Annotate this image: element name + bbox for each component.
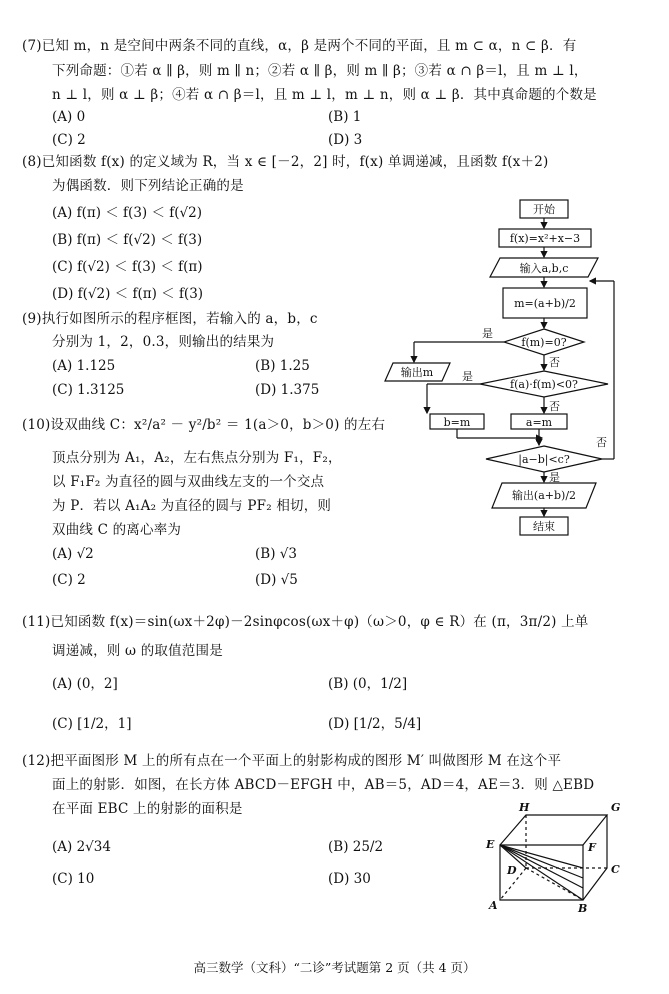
q10-line2: 顶点分别为 A₁，A₂，左右焦点分别为 F₁，F₂， bbox=[52, 450, 342, 466]
yes3-label: 是 bbox=[549, 471, 560, 484]
output-avg-label: 输出(a+b)/2 bbox=[511, 489, 577, 502]
q7-option-a: (A) 0 bbox=[52, 109, 86, 125]
no3-label: 否 bbox=[596, 436, 607, 449]
func-label: f(x)=x²+x−3 bbox=[509, 232, 581, 245]
label-b: B bbox=[578, 902, 588, 915]
q10-option-c: (C) 2 bbox=[52, 572, 86, 588]
yes2-label: 是 bbox=[462, 370, 473, 383]
q12-line3: 在平面 EBC 上的射影的面积是 bbox=[52, 801, 243, 817]
yes1-label: 是 bbox=[482, 327, 493, 340]
output-m-label: 输出m bbox=[400, 366, 434, 379]
q7-line1: (7)已知 m，n 是空间中两条不同的直线，α，β 是两个不同的平面，且 m ⊂ α，n ⊂ β．有 bbox=[22, 38, 577, 54]
cond1-label: f(m)=0? bbox=[521, 336, 567, 349]
q8-option-d: (D) f(√2) ＜ f(π) ＜ f(3) bbox=[52, 286, 204, 302]
q8-line2: 为偶函数．则下列结论正确的是 bbox=[52, 178, 244, 194]
no1-label: 否 bbox=[549, 356, 560, 369]
assign-m-label: m=(a+b)/2 bbox=[514, 297, 576, 310]
q12-option-c: (C) 10 bbox=[52, 871, 95, 887]
q7-line3: n ⊥ l，则 α ⊥ β；④若 α ∩ β＝l，且 m ⊥ l，m ⊥ n，则 α ⊥ β．其中真命题的个数是 bbox=[52, 87, 597, 103]
q12-line2: 面上的射影．如图，在长方体 ABCD－EFGH 中，AB＝5，AD＝4，AE＝3．则 △EBD bbox=[52, 777, 595, 793]
q12-option-b: (B) 25/2 bbox=[328, 839, 384, 855]
label-c: C bbox=[611, 863, 620, 876]
q11-option-c: (C) [1/2，1] bbox=[52, 716, 132, 732]
q11-line2: 调递减，则 ω 的取值范围是 bbox=[52, 643, 223, 659]
q10-line1: (10)设双曲线 C：x²/a² － y²/b² ＝ 1(a＞0，b＞0) 的左右 bbox=[22, 417, 386, 433]
q7-option-d: (D) 3 bbox=[328, 132, 363, 148]
cond3-label: |a−b|<c? bbox=[518, 453, 570, 466]
q9-line2: 分别为 1，2，0.3，则输出的结果为 bbox=[52, 334, 275, 350]
q8-line1: (8)已知函数 f(x) 的定义域为 R，当 x ∈ [－2，2] 时，f(x) 单调递减，且函数 f(x＋2) bbox=[22, 154, 549, 170]
cond2-label: f(a)·f(m)<0? bbox=[510, 378, 578, 391]
q10-option-d: (D) √5 bbox=[255, 572, 298, 588]
q11-option-d: (D) [1/2，5/4] bbox=[328, 716, 422, 732]
q10-option-a: (A) √2 bbox=[52, 546, 94, 562]
q10-line5: 双曲线 C 的离心率为 bbox=[52, 522, 182, 538]
q9-line1: (9)执行如图所示的程序框图，若输入的 a，b，c bbox=[22, 311, 318, 327]
label-d: D bbox=[507, 864, 517, 877]
label-a: A bbox=[489, 899, 498, 912]
end-label: 结束 bbox=[533, 520, 555, 533]
label-e: E bbox=[486, 838, 495, 851]
q12-option-d: (D) 30 bbox=[328, 871, 371, 887]
q11-option-a: (A) (0，2] bbox=[52, 676, 118, 692]
q7-option-b: (B) 1 bbox=[328, 109, 362, 125]
start-label: 开始 bbox=[533, 203, 555, 216]
q7-option-c: (C) 2 bbox=[52, 132, 86, 148]
q9-option-d: (D) 1.375 bbox=[255, 382, 320, 398]
input-label: 输入a,b,c bbox=[519, 262, 569, 275]
label-h: H bbox=[519, 801, 530, 814]
q9-option-b: (B) 1.25 bbox=[255, 358, 310, 374]
no2-label: 否 bbox=[549, 400, 560, 413]
q10-option-b: (B) √3 bbox=[255, 546, 297, 562]
q8-option-c: (C) f(√2) ＜ f(3) ＜ f(π) bbox=[52, 259, 203, 275]
q7-line2: 下列命题：①若 α ∥ β，则 m ∥ n；②若 α ∥ β，则 m ∥ β；③若 α ∩ β＝l，且 m ⊥ l， bbox=[52, 63, 588, 79]
q8-option-a: (A) f(π) ＜ f(3) ＜ f(√2) bbox=[52, 205, 202, 221]
q12-option-a: (A) 2√34 bbox=[52, 839, 111, 855]
q10-line3: 以 F₁F₂ 为直径的圆与双曲线左支的一个交点 bbox=[52, 474, 325, 490]
q9-option-a: (A) 1.125 bbox=[52, 358, 116, 374]
q11-option-b: (B) (0，1/2] bbox=[328, 676, 408, 692]
q11-line1: (11)已知函数 f(x)＝sin(ωx＋2φ)－2sinφcos(ωx＋φ)（ω＞0，φ ∈ R）在 (π，3π/2) 上单 bbox=[22, 614, 589, 630]
label-f: F bbox=[588, 841, 596, 854]
q9-option-c: (C) 1.3125 bbox=[52, 382, 125, 398]
page-footer: 高三数学（文科）“二诊”考试题第 2 页（共 4 页） bbox=[193, 960, 476, 975]
q12-line1: (12)把平面图形 M 上的所有点在一个平面上的射影构成的图形 M′ 叫做图形 M 在这个平 bbox=[22, 753, 562, 769]
assign-a-label: a=m bbox=[525, 416, 553, 429]
q10-line4: 为 P．若以 A₁A₂ 为直径的圆与 PF₂ 相切，则 bbox=[52, 498, 332, 514]
assign-b-label: b=m bbox=[443, 416, 471, 429]
q8-option-b: (B) f(π) ＜ f(√2) ＜ f(3) bbox=[52, 232, 203, 248]
label-g: G bbox=[611, 801, 621, 814]
